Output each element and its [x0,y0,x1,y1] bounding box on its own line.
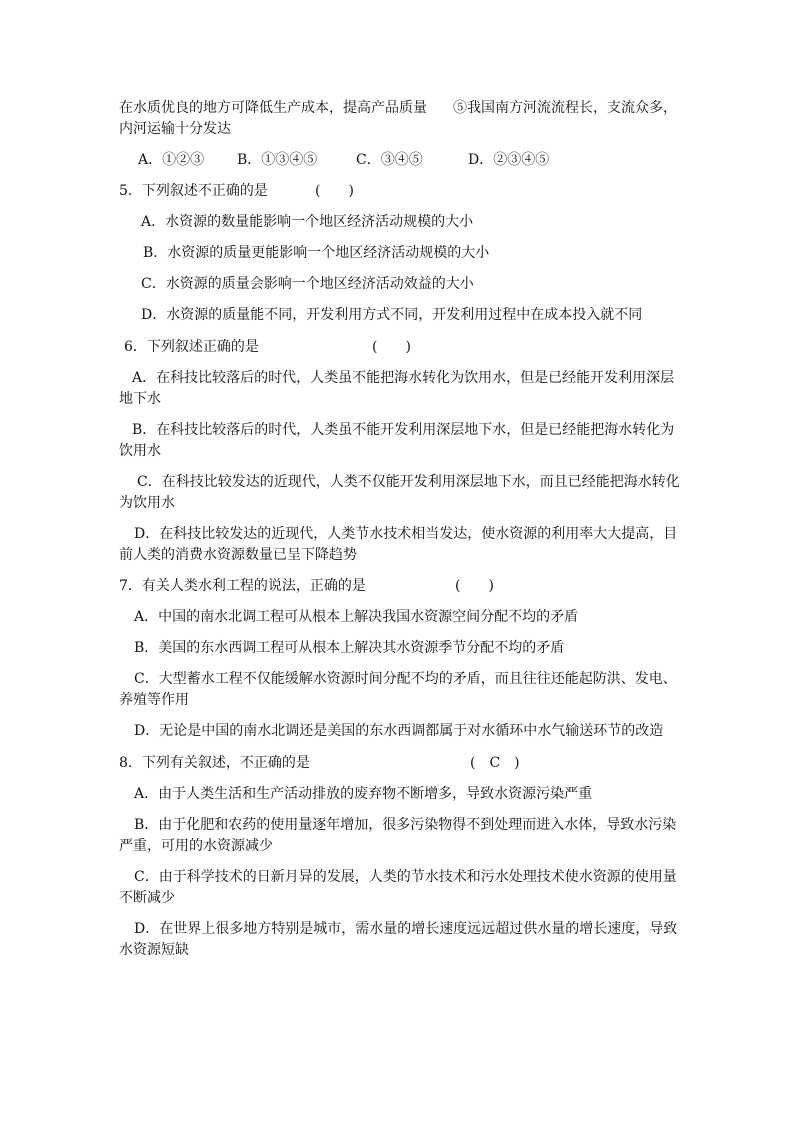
q6-stem: 6．下列叙述正确的是 [124,339,259,355]
q4-option-c: C．③④⑤ [356,152,423,168]
q5-answer-paren: ( ) [315,183,354,199]
q5-option-b: B．水资源的质量更能影响一个地区经济活动规模的大小 [143,245,490,261]
q8-stem: 8．下列有关叙述，不正确的是 [119,755,310,771]
q7-option-d: D．无论是中国的南水北调还是美国的东水西调都属于对水循环中水气输送环节的改造 [134,723,664,739]
q8-option-c-line1: C．由于科学技术的日新月异的发展，人类的节水技术和污水处理技术使水资源的使用量 [134,869,677,885]
q6-option-d-line1: D．在科技比较发达的近现代，人类节水技术相当发达，使水资源的利用率大大提高，目 [134,526,678,542]
q6-option-a-line1: A．在科技比较落后的时代，人类虽不能把海水转化为饮用水，但是已经能开发利用深层 [132,370,675,386]
q7-option-c-line1: C．大型蓄水工程不仅能缓解水资源时间分配不均的矛盾，而且往往还能起防洪、发电、 [134,671,677,687]
q7-answer-paren: ( ) [455,578,494,594]
q8-option-c-line2: 不断减少 [119,890,175,906]
q7-option-c-line2: 养殖等作用 [119,692,189,708]
q6-option-d-line2: 前人类的消费水资源数量已呈下降趋势 [119,547,357,563]
q4-statement-line2: 内河运输十分发达 [119,121,231,137]
q7-stem: 7．有关人类水利工程的说法，正确的是 [119,578,366,594]
q4-option-d: D．②③④⑤ [468,152,550,168]
q7-option-a: A．中国的南水北调工程可从根本上解决我国水资源空间分配不均的矛盾 [134,609,579,625]
q5-option-a: A．水资源的数量能影响一个地区经济活动规模的大小 [141,214,474,230]
q4-options [138,151,578,169]
q8-option-b-line1: B．由于化肥和农药的使用量逐年增加，很多污染物得不到处理而进入水体，导致水污染 [134,817,677,833]
q6-option-b-line1: B．在科技比较落后的时代，人类虽不能开发利用深层地下水，但是已经能把海水转化为 [132,422,675,438]
q6-option-c-line2: 为饮用水 [119,495,175,511]
q5-stem: 5．下列叙述不正确的是 [119,183,268,199]
q6-answer-paren: ( ) [372,339,411,355]
q8-option-d-line1: D．在世界上很多地方特别是城市，需水量的增长速度远远超过供水量的增长速度，导致 [134,921,678,937]
q4-option-a: A．①②③ [138,152,205,168]
q4-statement-line1b: ⑤我国南方河流流程长，支流众多， [453,100,677,116]
q4-option-b: B．①③④⑤ [237,152,318,168]
q6-option-c-line1: C．在科技比较发达的近现代，人类不仅能开发利用深层地下水，而且已经能把海水转化 [137,474,680,490]
q8-option-d-line2: 水资源短缺 [119,942,189,958]
q6-option-b-line2: 饮用水 [119,443,161,459]
q6-option-a-line2: 地下水 [119,391,161,407]
q4-statement-line1a: 在水质优良的地方可降低生产成本，提高产品质量 [119,100,427,116]
q8-option-b-line2: 严重，可用的水资源减少 [119,838,273,854]
q8-answer-paren: ( C ) [470,755,520,771]
q7-option-b: B．美国的东水西调工程可从根本上解决其水资源季节分配不均的矛盾 [134,640,565,656]
q5-option-c: C．水资源的质量会影响一个地区经济活动效益的大小 [141,276,474,292]
q8-option-a: A．由于人类生活和生产活动排放的废弃物不断增多，导致水资源污染严重 [134,786,593,802]
q5-option-d: D．水资源的质量能不同，开发利用方式不同，开发利用过程中在成本投入就不同 [141,307,643,323]
